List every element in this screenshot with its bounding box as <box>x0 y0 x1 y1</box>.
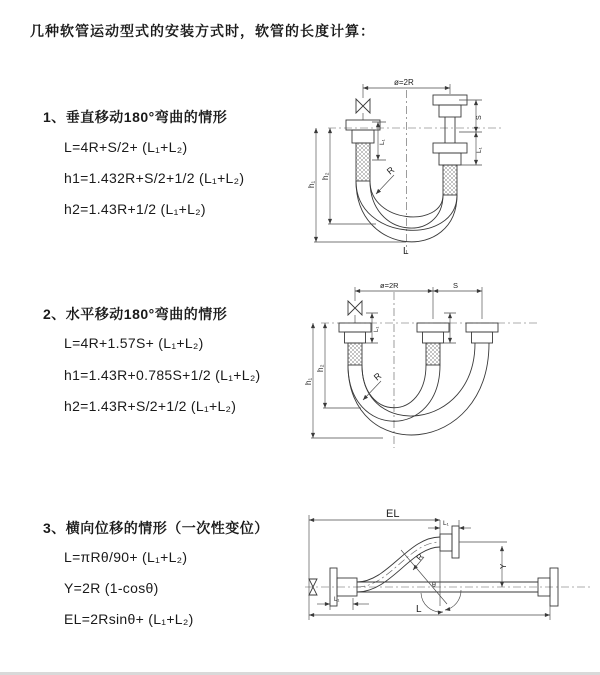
dim-h2-label: h₂ <box>321 172 330 180</box>
diagram-lateral-displacement <box>293 498 600 660</box>
section-3-heading: 3、横向位移的情形（一次性变位） <box>43 520 269 536</box>
dimension-lines <box>314 84 482 242</box>
section-3-formula-EL: EL=2Rsinθ+ (L₁+L₂) <box>64 611 194 627</box>
length-label: L <box>403 246 409 257</box>
section-2-formula-h2: h2=1.43R+S/2+1/2 (L₁+L₂) <box>64 398 237 414</box>
right-flange <box>466 323 498 343</box>
diagram-horizontal-180-bend <box>303 280 600 458</box>
section-2-formula-h1: h1=1.43R+0.785S+1/2 (L₁+L₂) <box>64 367 261 383</box>
straight-hose <box>357 582 538 592</box>
dim-l1-bottom-label: L₁ <box>334 597 340 603</box>
dim-l1-top-label: L₁ <box>443 520 449 527</box>
diagram-labels <box>304 281 458 385</box>
dim-l1-label: L₁ <box>374 326 380 332</box>
dim-s-label: S <box>476 115 483 120</box>
radius-label: R <box>414 552 426 563</box>
dim-h1-label: h₁ <box>307 180 316 188</box>
upper-flange <box>440 526 459 558</box>
dimension-lines <box>311 287 482 438</box>
dim-y-label: Y <box>499 563 508 569</box>
hose-u-bends <box>348 343 489 435</box>
dim-s-label: S <box>453 281 459 290</box>
dim-span-label: ø=2R <box>394 78 414 87</box>
page-title: 几种软管运动型式的安装方式时，软管的长度计算： <box>30 23 375 39</box>
section-3-formula-L: L=πRθ/90+ (L₁+L₂) <box>64 549 188 565</box>
dimension-lines <box>309 515 550 620</box>
section-1-formula-L: L=4R+S/2+ (L₁+L₂) <box>64 139 188 155</box>
centerlines <box>321 292 538 448</box>
radius-label: R <box>371 370 384 383</box>
theta-label: θ <box>432 582 436 589</box>
dim-span-label: ø=2R <box>380 281 399 290</box>
valve-icon <box>356 99 370 120</box>
radius-label: R <box>384 164 397 177</box>
section-3-formula-Y: Y=2R (1-cosθ) <box>64 580 159 596</box>
section-1-formula-h1: h1=1.432R+S/2+1/2 (L₁+L₂) <box>64 170 245 186</box>
dim-h1-label: h₁ <box>304 377 313 385</box>
dim-l1-right-label: L₁ <box>476 147 483 153</box>
dim-h2-label: h₂ <box>316 364 325 372</box>
left-flange <box>339 323 371 365</box>
section-1-heading: 1、垂直移动180°弯曲的情形 <box>43 109 228 125</box>
valve-icon <box>348 301 362 323</box>
dim-el-label: EL <box>386 508 400 520</box>
diagram-vertical-180-bend <box>306 72 594 262</box>
dim-l1-left-label: L₁ <box>379 139 386 145</box>
left-flange <box>346 120 380 181</box>
length-label: L <box>416 604 422 615</box>
diagram-labels <box>334 508 508 615</box>
middle-flange <box>417 323 449 365</box>
right-flange <box>433 95 467 195</box>
section-2-heading: 2、水平移动180°弯曲的情形 <box>43 306 228 322</box>
section-1-formula-h2: h2=1.43R+1/2 (L₁+L₂) <box>64 201 206 217</box>
section-2-formula-L: L=4R+1.57S+ (L₁+L₂) <box>64 335 204 351</box>
